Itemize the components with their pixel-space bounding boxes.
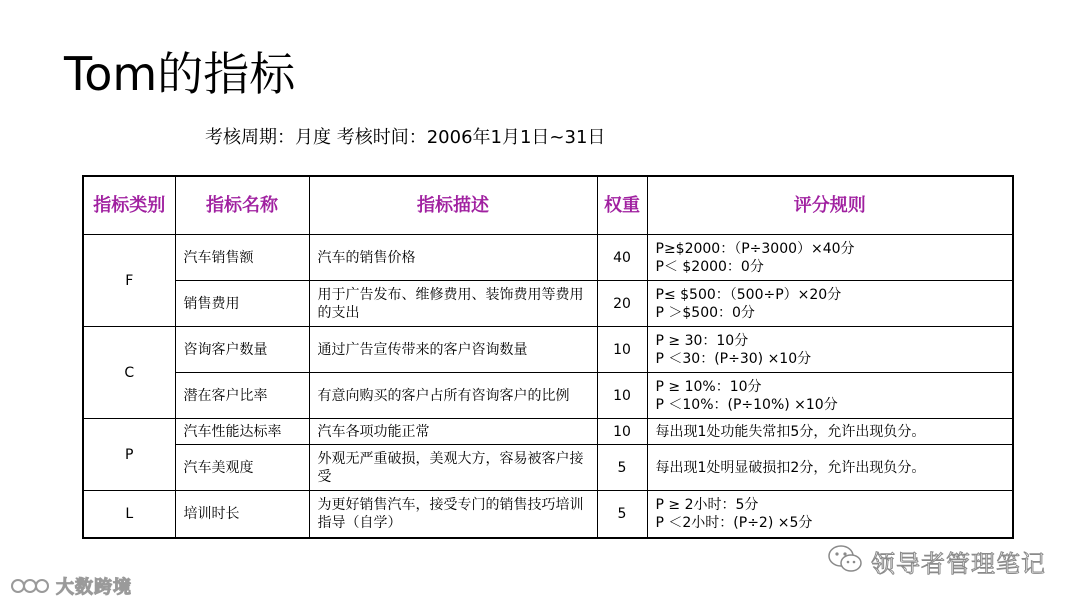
kpi-description: 为更好销售汽车，接受专门的销售技巧培训指导（自学） [309,491,597,539]
kpi-weight: 5 [597,445,647,491]
kpi-name: 咨询客户数量 [175,327,309,373]
kpi-rule [647,445,1013,491]
kpi-name: 销售费用 [175,281,309,327]
rule-line: P ≥ 10%：10分 [655,378,762,395]
kpi-weight: 10 [597,327,647,373]
kpi-description: 外观无严重破损，美观大方，容易被客户接受 [309,445,597,491]
table-row [83,445,1013,491]
table-row [83,281,1013,327]
table-row [83,327,1013,373]
category-cell: C [83,327,175,419]
header-category: 指标类别 [83,176,175,235]
watermark-left-text: 大数跨境 [56,577,132,598]
table-row [83,419,1013,445]
category-cell: L [83,491,175,539]
kpi-rule [647,373,1013,419]
category-cell: P [83,419,175,491]
table-row [83,235,1013,281]
kpi-name: 汽车性能达标率 [175,419,309,445]
kpi-rule [647,327,1013,373]
rule-line: P ≥ 2小时：5分 [655,497,759,513]
rule-line: P ≥ 30：10分 [655,332,749,349]
watermark-right [827,543,1046,579]
header-rule: 评分规则 [647,176,1013,235]
rule-line: P ＜2小时：(P÷2) ×5分 [655,515,813,531]
kpi-name: 培训时长 [175,491,309,539]
kpi-rule [647,235,1013,281]
header-description: 指标描述 [309,176,597,235]
rule-line: 每出现1处功能失常扣5分，允许出现负分。 [655,423,926,440]
rule-line: P ＜30：(P÷30) ×10分 [655,350,812,367]
kpi-weight: 5 [597,491,647,539]
kpi-rule [647,491,1013,539]
table-row [83,373,1013,419]
kpi-description: 通过广告宣传带来的客户咨询数量 [309,327,597,373]
rule-line: P ＞$500：0分 [655,304,755,321]
rule-line: P≤ $500：（500÷P）×20分 [655,286,842,303]
watermark-left [10,572,132,600]
rule-line: 每出现1处明显破损扣2分，允许出现负分。 [655,459,926,476]
wechat-icon [827,544,863,578]
kpi-rule [647,419,1013,445]
kpi-name: 潜在客户比率 [175,373,309,419]
kpi-name: 汽车销售额 [175,235,309,281]
category-cell: F [83,235,175,327]
header-weight: 权重 [597,176,647,235]
kpi-weight: 10 [597,419,647,445]
kpi-description: 用于广告发布、维修费用、装饰费用等费用的支出 [309,281,597,327]
brand-logo-icon [10,575,50,597]
table-header-row [83,176,1013,235]
rule-line: P ＜10%：(P÷10%) ×10分 [655,396,838,413]
slide-title: Tom的指标 [64,47,296,101]
kpi-rule [647,281,1013,327]
watermark-right-text: 领导者管理笔记 [871,549,1046,578]
kpi-description: 有意向购买的客户占所有咨询客户的比例 [309,373,597,419]
kpi-weight: 40 [597,235,647,281]
kpi-weight: 10 [597,373,647,419]
kpi-name: 汽车美观度 [175,445,309,491]
table-row [83,491,1013,539]
header-name: 指标名称 [175,176,309,235]
slide-subtitle: 考核周期：月度 考核时间：2006年1月1日~31日 [205,127,606,148]
kpi-weight: 20 [597,281,647,327]
kpi-table [82,175,1014,539]
rule-line: P＜ $2000：0分 [655,258,764,275]
kpi-description: 汽车各项功能正常 [309,419,597,445]
rule-line: P≥$2000：（P÷3000）×40分 [655,240,855,257]
kpi-description: 汽车的销售价格 [309,235,597,281]
